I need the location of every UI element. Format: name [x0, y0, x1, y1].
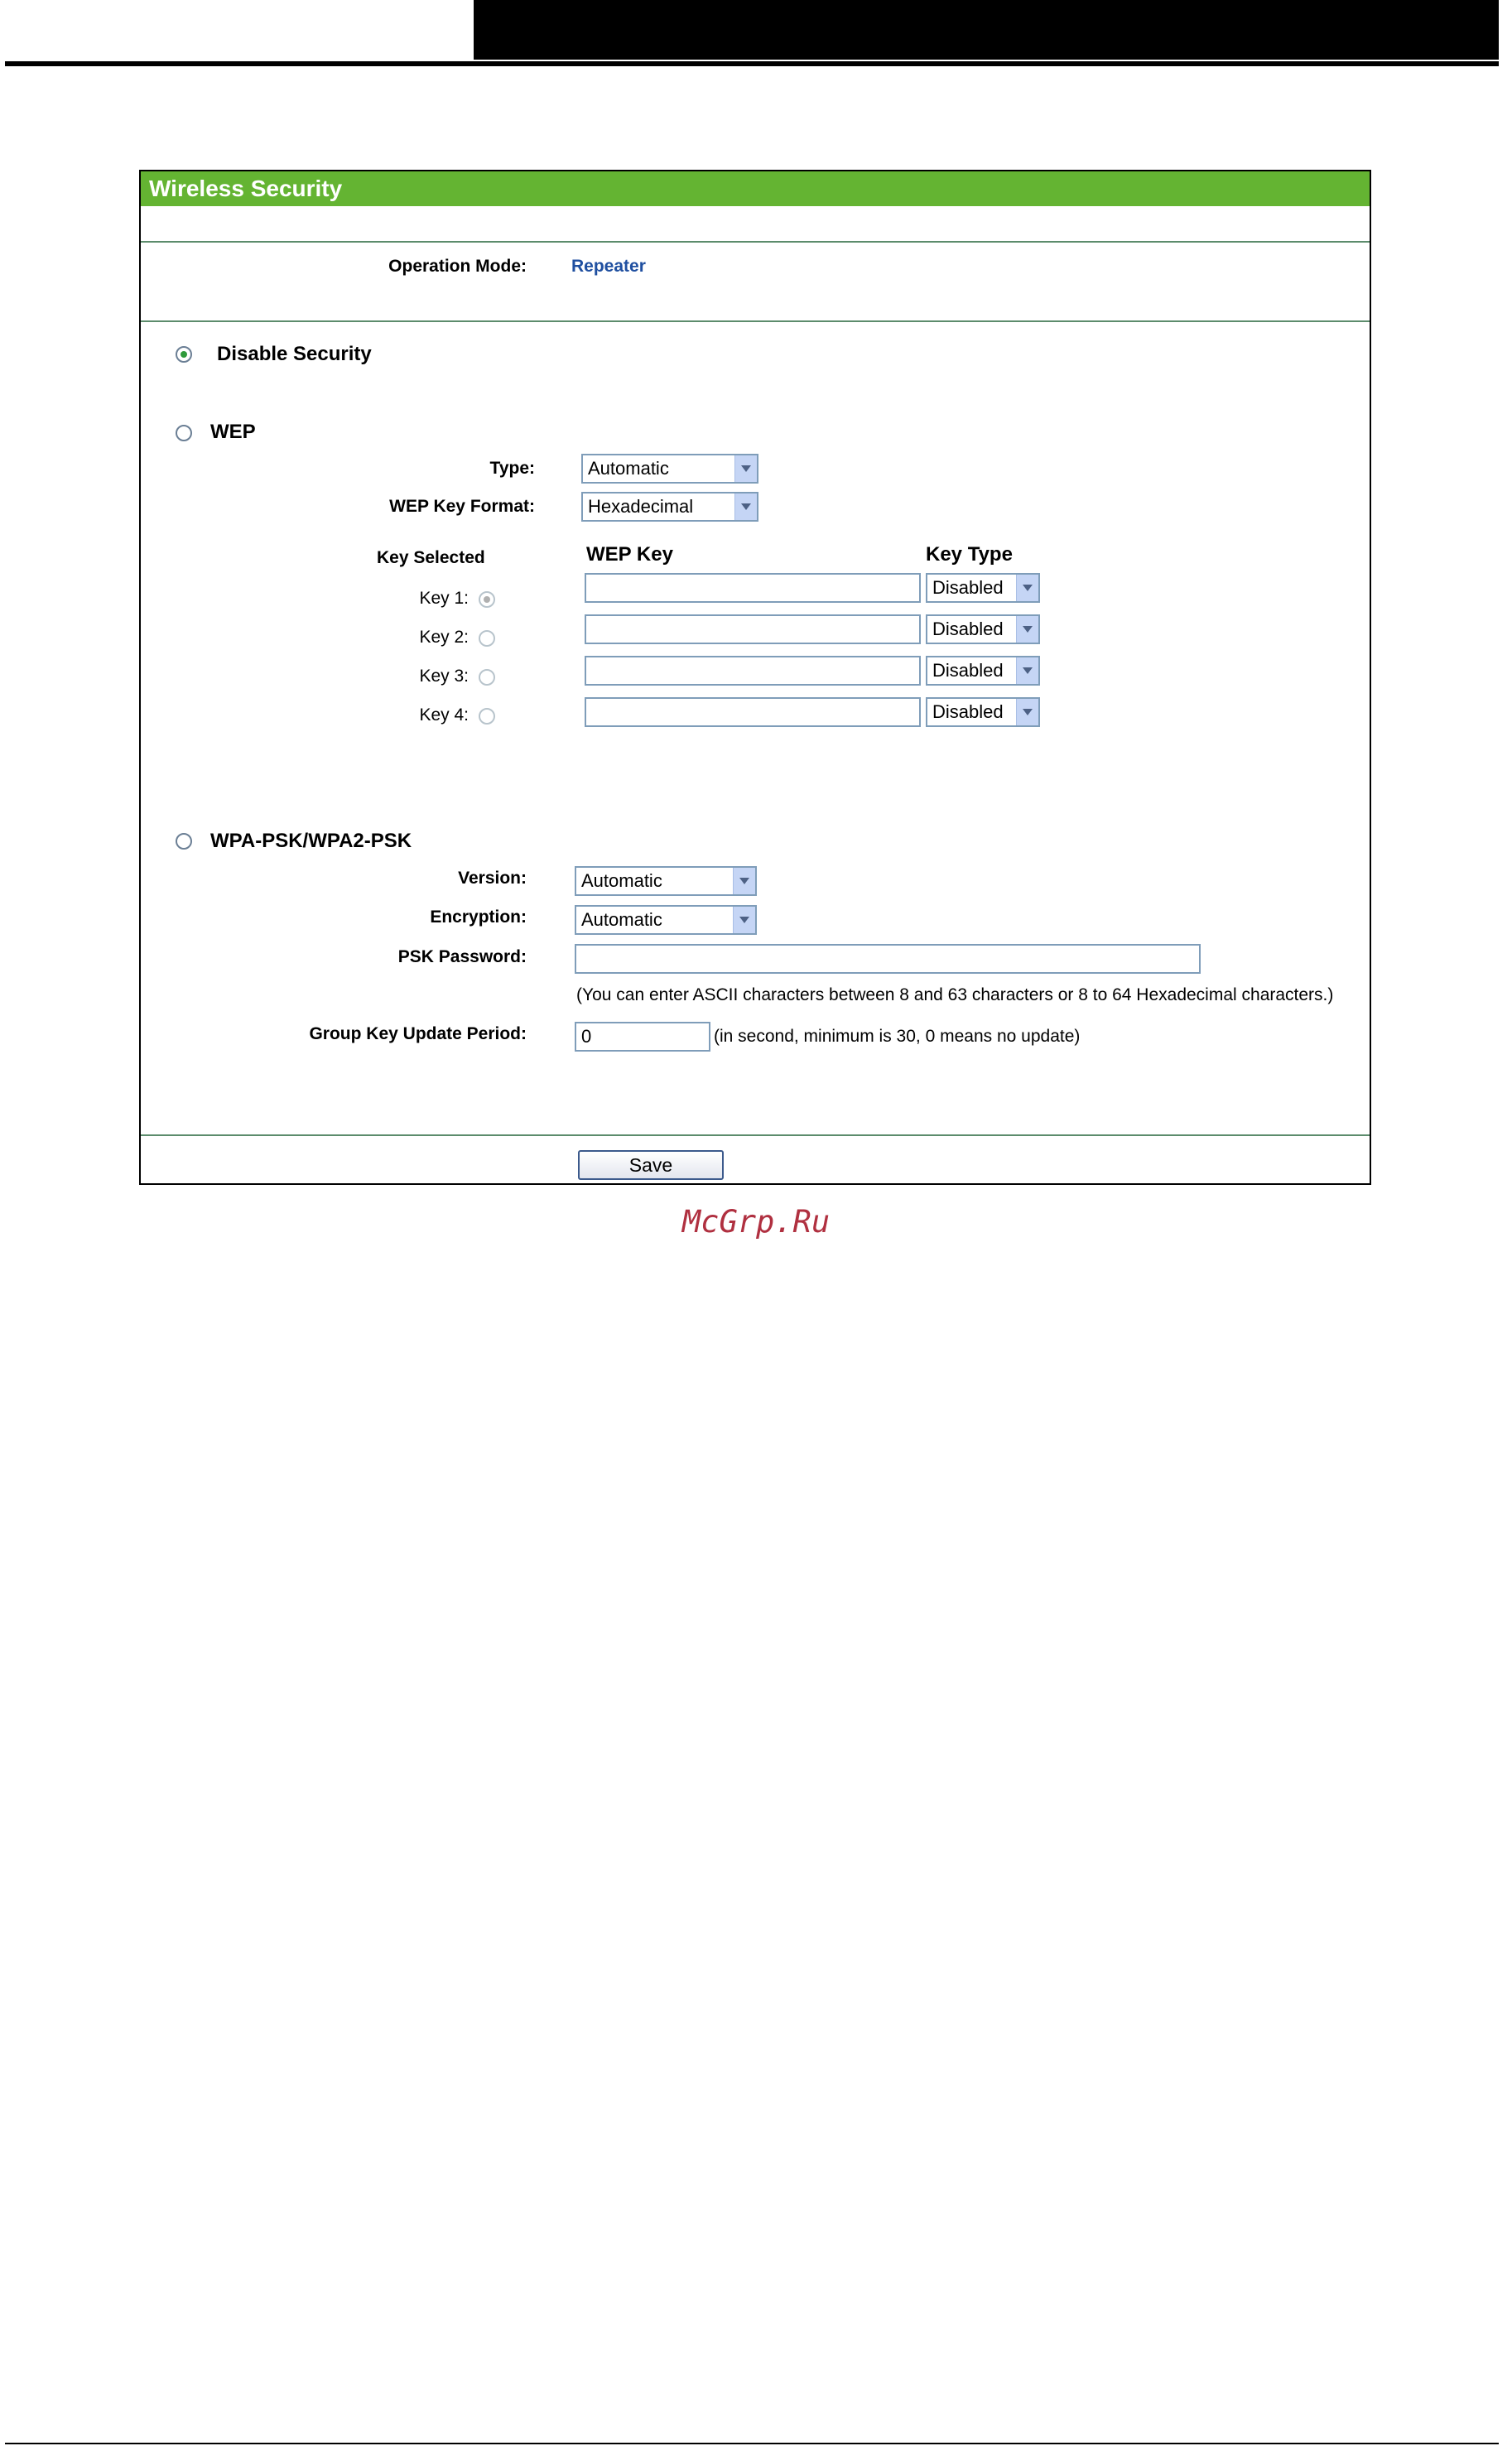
key-1-input[interactable]	[585, 573, 921, 603]
psk-password-label: PSK Password:	[397, 947, 527, 966]
key-3-type-value: Disabled	[932, 660, 1004, 681]
disable-security-label: Disable Security	[217, 343, 372, 365]
key-1-type-select[interactable]	[926, 573, 1040, 603]
psk-password-hint: (You can enter ASCII characters between 8 and 63 characters or 8 to 64 Hexadecimal characters.)	[576, 985, 1334, 1004]
key-2-radio[interactable]	[479, 630, 495, 647]
wpa-encryption-select[interactable]	[575, 905, 757, 935]
key-2-input[interactable]	[585, 614, 921, 644]
group-key-period-input[interactable]: 0	[575, 1022, 710, 1052]
footer-rule	[5, 2443, 1499, 2444]
dropdown-arrow-icon	[733, 907, 755, 933]
panel-title: Wireless Security	[149, 176, 343, 201]
wpa-radio[interactable]	[176, 833, 192, 850]
wep-type-label: Type:	[489, 459, 535, 478]
save-button[interactable]: Save	[578, 1150, 724, 1180]
disable-security-radio[interactable]	[176, 346, 192, 363]
key-type-header: Key Type	[926, 543, 1013, 566]
psk-password-input[interactable]	[575, 944, 1201, 974]
dropdown-arrow-icon	[733, 868, 755, 894]
key-4-input[interactable]	[585, 697, 921, 727]
wep-key-format-select[interactable]	[581, 492, 758, 522]
key-3-type-select[interactable]	[926, 656, 1040, 686]
key-2-type-value: Disabled	[932, 619, 1004, 639]
header-black-bar	[474, 0, 1499, 60]
divider	[141, 241, 1370, 243]
dropdown-arrow-icon	[734, 455, 757, 482]
panel-title-bar	[141, 171, 1370, 206]
key-3-label: Key 3:	[419, 667, 469, 686]
key-1-radio[interactable]	[479, 591, 495, 608]
operation-mode-label: Operation Mode:	[388, 257, 527, 276]
wep-key-header: WEP Key	[586, 543, 673, 566]
dropdown-arrow-icon	[1016, 699, 1038, 725]
wpa-label: WPA-PSK/WPA2-PSK	[210, 830, 412, 852]
wep-key-format-value: Hexadecimal	[588, 496, 694, 517]
divider	[141, 1134, 1370, 1136]
dropdown-arrow-icon	[734, 494, 757, 520]
key-2-label: Key 2:	[419, 628, 469, 647]
dropdown-arrow-icon	[1016, 616, 1038, 643]
key-2-type-select[interactable]	[926, 614, 1040, 644]
key-3-input[interactable]	[585, 656, 921, 686]
wep-key-format-label: WEP Key Format:	[389, 497, 535, 516]
watermark: McGrp.Ru	[681, 1204, 831, 1240]
divider	[141, 320, 1370, 322]
header-rule	[5, 61, 1499, 66]
key-1-type-value: Disabled	[932, 577, 1004, 598]
key-4-radio[interactable]	[479, 708, 495, 725]
wpa-version-label: Version:	[458, 869, 527, 888]
group-key-period-hint: (in second, minimum is 30, 0 means no update)	[714, 1027, 1081, 1046]
wep-label: WEP	[210, 421, 256, 443]
key-4-label: Key 4:	[419, 705, 469, 725]
wep-type-select[interactable]	[581, 454, 758, 484]
key-3-radio[interactable]	[479, 669, 495, 686]
group-key-period-label: Group Key Update Period:	[309, 1024, 527, 1043]
key-4-type-value: Disabled	[932, 701, 1004, 722]
key-4-type-select[interactable]	[926, 697, 1040, 727]
wpa-version-value: Automatic	[581, 870, 662, 891]
key-selected-header: Key Selected	[377, 548, 485, 567]
wep-radio[interactable]	[176, 425, 192, 441]
wpa-encryption-label: Encryption:	[430, 908, 527, 927]
dropdown-arrow-icon	[1016, 575, 1038, 601]
dropdown-arrow-icon	[1016, 657, 1038, 684]
wpa-version-select[interactable]	[575, 866, 757, 896]
wep-type-value: Automatic	[588, 458, 669, 479]
operation-mode-value: Repeater	[571, 257, 646, 276]
wpa-encryption-value: Automatic	[581, 909, 662, 930]
key-1-label: Key 1:	[419, 589, 469, 608]
